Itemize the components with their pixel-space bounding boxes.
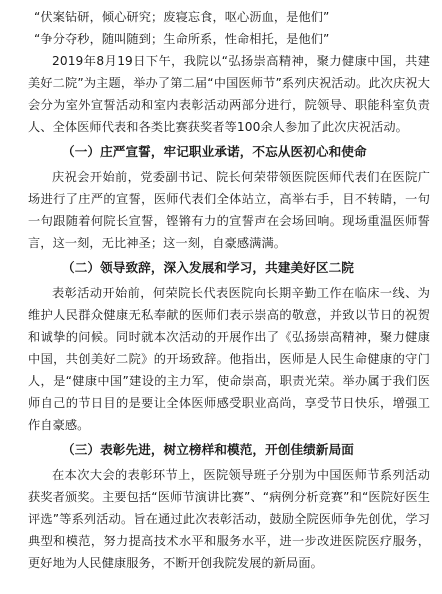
quote-line: “争分夺秒，随叫随到；生命所系，性命相托，是他们”	[34, 32, 330, 46]
section-heading: （三）表彰先进，树立榜样和模范，开创佳绩新局面	[62, 442, 354, 457]
section-body: 表彰活动开始前，何荣院长代表医院向长期辛勤工作在临床一线、为维护人民群众健康无私奉献的医师们表示崇高的敬意，并致以节日的祝贺和诚挚的问候。同时就本次活动的开展作出了《弘扬崇高精神，聚力健康中国，共创美好二院》的开场致辞。他指出，医师是人民生命健康的守门人，是“健康中国”建设的主力军，使命崇高，职责光荣。举办属于我们医师自己的节日目的是要让全体医师感受职业高尚，享受节日快乐，增强工作自豪感。	[28, 286, 430, 432]
section-heading: （一）庄严宣誓，牢记职业承诺，不忘从医初心和使命	[62, 144, 367, 159]
section-body: 庆祝会开始前，党委副书记、院长何荣带领医院医师代表们在医院广场进行了庄严的宣誓，医师代表们全体站立，高举右手，目不转睛，一句一句跟随着何院长宣誓，铿锵有力的宣誓声在会场回响。现场重温医师誓言，这一刻，无比神圣；这一刻，自豪感满满。	[28, 170, 430, 250]
intro-paragraph: 2019年8月19日下午，我院以“弘扬崇高精神，聚力健康中国，共建美好二院”为主题，举办了第二届“中国医师节”系列庆祝活动。此次庆祝大会分为室外宣誓活动和室内表彰活动两部分进行，院领导、职能科室负责人、全体医师代表和各类比赛获奖者等100余人参加了此次庆祝活动。	[28, 54, 430, 134]
section-heading: （二）领导致辞，深入发展和学习，共建美好区二院	[62, 260, 354, 275]
section-body: 在本次大会的表彰环节上，医院领导班子分别为中国医师节系列活动获奖者颁奖。主要包括“医师节演讲比赛”、“病例分析竞赛”和“医院好医生评选”等系列活动。旨在通过此次表彰活动，鼓励全院医师争先创优，学习典型和模范，努力提高技术水平和服务水平，进一步改进医院医疗服务，更好地为人民健康服务，不断开创我院发展的新局面。	[28, 468, 430, 570]
quote-line: “伏案钻研，倾心研究；废寝忘食，呕心沥血，是他们”	[34, 10, 330, 24]
